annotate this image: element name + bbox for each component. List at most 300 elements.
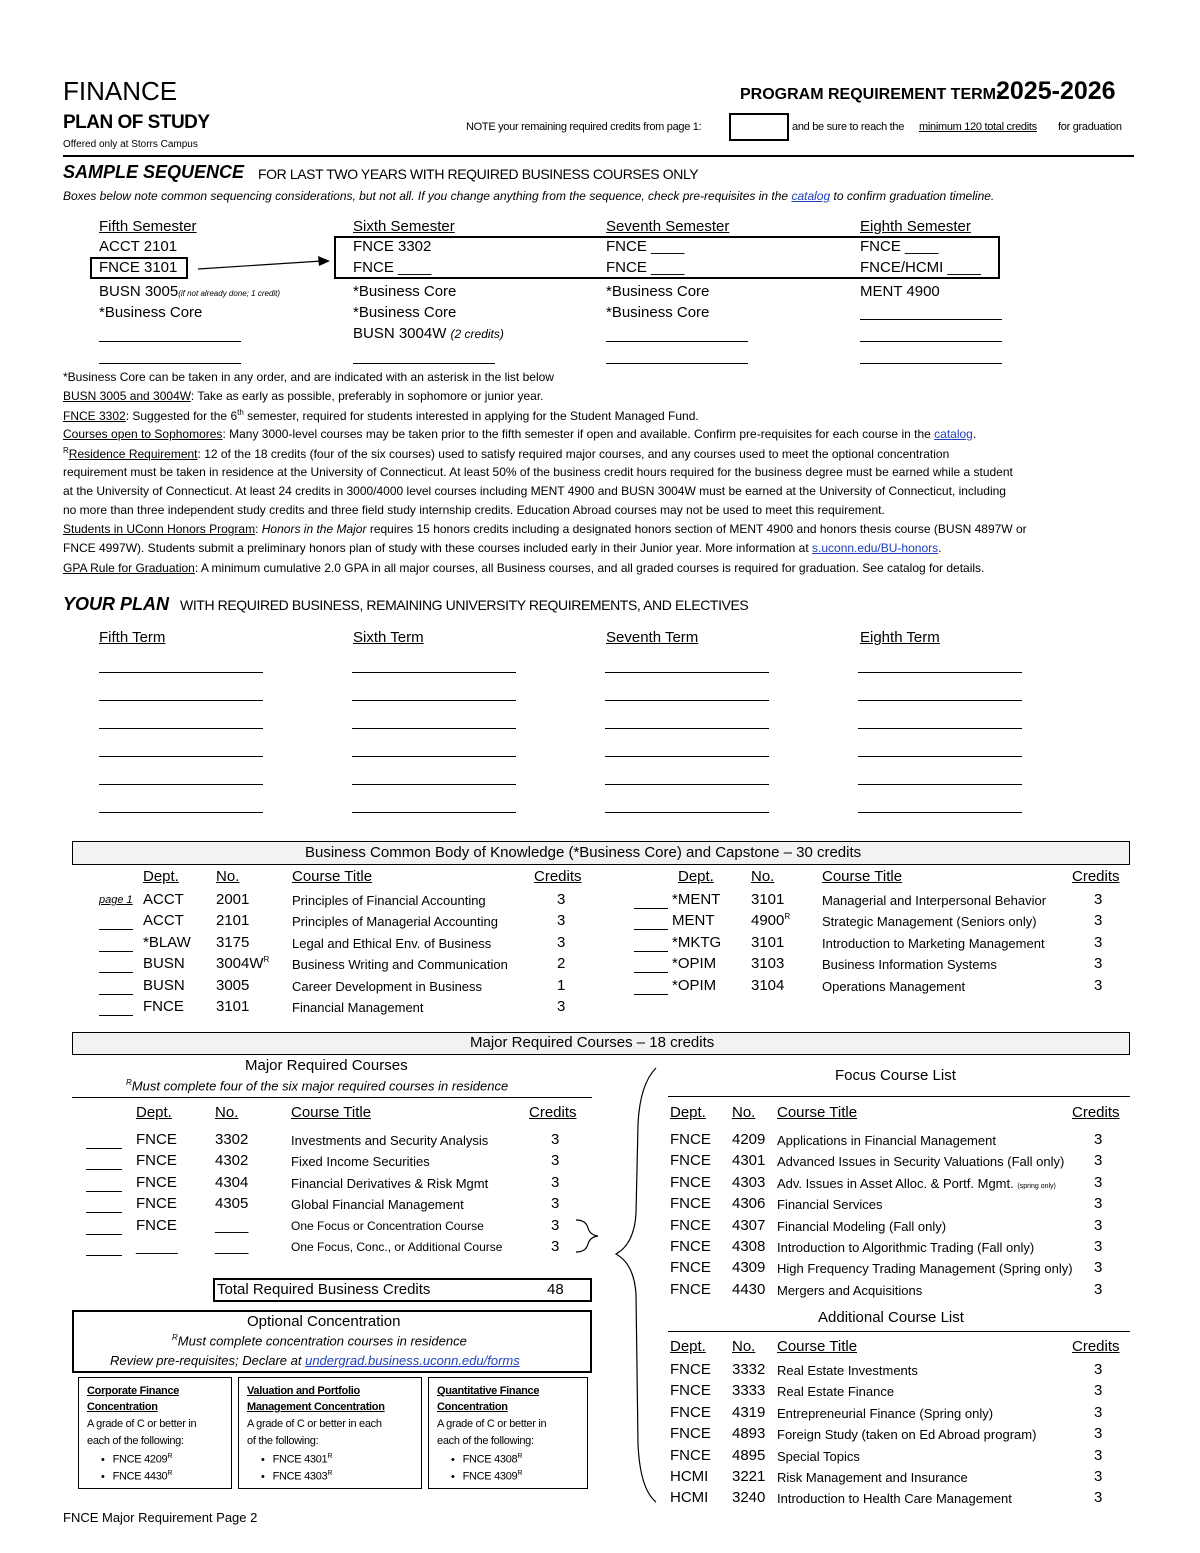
additional-no: 3332	[732, 1361, 766, 1378]
core-right-no-value: 3101	[751, 933, 785, 951]
focus-no: 4209	[732, 1131, 766, 1148]
sem5-blank-1[interactable]	[99, 341, 241, 342]
additional-title	[777, 1384, 894, 1399]
plan-term-7-line-4[interactable]	[605, 756, 769, 757]
additional-dept: FNCE	[670, 1403, 711, 1421]
plan-term-8-line-6[interactable]	[858, 812, 1022, 813]
plan-term-5-line-3[interactable]	[99, 728, 263, 729]
focus-no: 4308	[732, 1238, 766, 1255]
sem6-course-2: FNCE ____	[353, 259, 432, 276]
core-right-no	[751, 977, 784, 994]
sample-intro-a: Boxes below note common sequencing considerations, but not all. If you change anything from the sequence, check pre-requisites in the	[63, 189, 789, 203]
focus-title-text: Applications in Financial Management	[777, 1133, 996, 1148]
core-left-dept: ACCT	[143, 891, 184, 908]
core-left-check-3[interactable]	[99, 972, 133, 973]
plan-term-5-line-2[interactable]	[99, 700, 263, 701]
sample-intro-b: to confirm graduation timeline.	[833, 189, 995, 203]
semester-8-heading: Eighth Semester	[860, 218, 971, 235]
bullet-icon: •	[101, 1470, 105, 1483]
sample-sequence-heading: SAMPLE SEQUENCE	[63, 162, 245, 182]
core-left-dept: ACCT	[143, 912, 184, 930]
note-gpa-label: GPA Rule for Graduation	[63, 561, 195, 575]
concentration-box-1	[78, 1377, 232, 1489]
focus-dept-header: Dept.	[670, 1104, 706, 1121]
core-right-no	[751, 912, 790, 929]
sem8-blank-2[interactable]	[860, 341, 1002, 342]
additional-title	[777, 1449, 860, 1464]
major-no: ____	[215, 1216, 249, 1234]
page1-marker: page 1	[99, 894, 133, 906]
core-right-title: Managerial and Interpersonal Behavior	[822, 893, 1047, 908]
note-honors-italic: Honors in the Major	[261, 522, 367, 536]
focus-title-text: High Frequency Trading Management (Spring only)	[777, 1261, 1073, 1277]
focus-no-header: No.	[732, 1104, 756, 1121]
plan-term-8-line-4[interactable]	[858, 756, 1022, 757]
core-right-no-value: 4900	[751, 912, 785, 930]
plan-term-5-line-4[interactable]	[99, 756, 263, 757]
core-right-credits: 3	[1094, 933, 1103, 951]
additional-dept: HCMI	[670, 1489, 709, 1507]
focus-title	[777, 1197, 883, 1212]
core-right-title: Strategic Management (Seniors only)	[822, 914, 1037, 930]
major-title: Fixed Income Securities	[291, 1154, 430, 1170]
note-sophomores: Courses open to Sophomores: Many 3000-level courses may be taken prior to the fifth semester if open and available. Confirm pre-requisites for each course in the catalog.	[63, 427, 977, 441]
additional-title-text: Entrepreneurial Finance (Spring only)	[777, 1405, 994, 1421]
sem7-blank-1[interactable]	[606, 341, 748, 342]
sample-intro	[63, 189, 994, 203]
concentration-course-code: FNCE 4309	[462, 1470, 518, 1483]
focus-no: 4306	[732, 1195, 766, 1213]
plan-term-6-line-2[interactable]	[352, 700, 516, 701]
note-honors-text-a: :	[255, 522, 262, 536]
concentration-text-l1: A grade of C or better in each	[247, 1418, 382, 1430]
major-dept: _____	[136, 1238, 178, 1255]
sem8-blank-3[interactable]	[860, 363, 1002, 364]
major-sub-note-text: Must complete four of the six major required courses in residence	[131, 1078, 509, 1094]
major-title: Global Financial Management	[291, 1197, 464, 1213]
core-left-title-header: Course Title	[292, 868, 373, 885]
major-no: 4304	[215, 1173, 249, 1191]
note-busn-text: : Take as early as possible, preferably in sophomore or junior year.	[190, 389, 544, 403]
sem5-course-3	[99, 283, 280, 300]
core-left-no-value: 3101	[216, 998, 250, 1015]
note-fnce3302-text-b: semester, required for students interested in applying for the Student Managed Fund.	[243, 409, 699, 423]
note-business-core: *Business Core can be taken in any order, and are indicated with an asterisk in the list below	[63, 370, 554, 384]
note-sophomores-label: Courses open to Sophomores	[63, 427, 223, 441]
concentration-course	[451, 1453, 522, 1466]
additional-title	[777, 1491, 1012, 1506]
additional-dept-header: Dept.	[670, 1338, 706, 1355]
focus-dept: FNCE	[670, 1216, 711, 1234]
core-left-no-value: 3005	[216, 976, 250, 994]
core-left-title: Legal and Ethical Env. of Business	[292, 935, 492, 951]
core-left-dept: *BLAW	[143, 933, 191, 951]
core-right-dept: *MENT	[672, 891, 721, 908]
concentration-name-l1: Valuation and Portfolio	[247, 1385, 360, 1397]
concentration-course	[261, 1453, 332, 1466]
additional-no: 4893	[732, 1425, 766, 1443]
core-banner-text: Business Common Body of Knowledge (*Business Core) and Capstone – 30 credits	[305, 844, 862, 861]
plan-term-7-line-5[interactable]	[605, 784, 769, 785]
additional-title-text: Real Estate Finance	[777, 1384, 895, 1400]
core-right-title-header: Course Title	[822, 868, 903, 885]
focus-dept: FNCE	[670, 1195, 711, 1213]
core-right-no-value: 3101	[751, 891, 785, 908]
plan-term-6-line-1[interactable]	[352, 672, 516, 673]
program-term-label: PROGRAM REQUIREMENT TERM:	[740, 86, 1002, 103]
note-fnce3302-text-a: : Suggested for the 6	[125, 409, 238, 423]
additional-credits-header: Credits	[1072, 1338, 1120, 1355]
declare-link[interactable]: undergrad.business.uconn.edu/forms	[305, 1353, 520, 1368]
additional-dept: FNCE	[670, 1446, 711, 1464]
sem5-course-3-note: (if not already done; 1 credit)	[178, 289, 281, 298]
plan-term-8-line-5[interactable]	[858, 784, 1022, 785]
core-right-dept-header: Dept.	[678, 868, 714, 885]
optional-note-text: Must complete concentration courses in residence	[177, 1333, 467, 1349]
major-check-4[interactable]	[86, 1234, 122, 1235]
focus-title-text: Adv. Issues in Asset Alloc. & Portf. Mgmt.	[777, 1175, 1014, 1191]
core-left-credits: 1	[557, 976, 566, 994]
additional-credits: 3	[1094, 1468, 1103, 1485]
concentration-box-2	[238, 1377, 422, 1489]
core-left-credits: 3	[557, 912, 566, 930]
concentration-text-l2: each of the following:	[87, 1435, 184, 1447]
concentration-name-l2: Concentration	[87, 1401, 158, 1413]
note-residence-label: Residence Requirement	[68, 447, 198, 461]
focus-no: 4303	[732, 1173, 766, 1191]
concentration-name-l1: Quantitative Finance	[437, 1385, 540, 1397]
core-right-credits: 3	[1094, 891, 1103, 908]
major-no: 4305	[215, 1195, 249, 1213]
focus-dept: FNCE	[670, 1259, 711, 1277]
additional-credits: 3	[1094, 1446, 1103, 1464]
focus-credits-header: Credits	[1072, 1104, 1120, 1121]
plan-term-7-line-6[interactable]	[605, 812, 769, 813]
note-busn	[63, 389, 544, 403]
optional-declare	[110, 1353, 520, 1368]
sem8-course-2: FNCE/HCMI ____	[860, 259, 981, 276]
major-dept: FNCE	[136, 1195, 177, 1213]
note-fnce3302	[63, 408, 699, 423]
sem6-course-4: *Business Core	[353, 304, 457, 321]
additional-no-header: No.	[732, 1338, 756, 1355]
major-check-1[interactable]	[86, 1169, 122, 1170]
note-suffix-b: for graduation	[1058, 121, 1122, 133]
core-right-dept: MENT	[672, 912, 715, 930]
core-left-no	[216, 934, 249, 951]
residence-marker: R	[517, 1453, 523, 1460]
catalog-link-2[interactable]: catalog	[934, 427, 973, 441]
core-right-title: Operations Management	[822, 978, 966, 994]
bullet-icon: •	[101, 1453, 105, 1466]
residence-marker: R	[327, 1453, 333, 1460]
additional-dept: FNCE	[670, 1425, 711, 1443]
catalog-link[interactable]: catalog	[791, 189, 831, 203]
sem8-course-3: MENT 4900	[860, 283, 940, 300]
focus-credits: 3	[1094, 1173, 1103, 1191]
concentration-text-l1: A grade of C or better in	[87, 1418, 197, 1430]
core-right-check-3[interactable]	[634, 972, 668, 973]
focus-credits: 3	[1094, 1238, 1103, 1255]
core-left-check-1[interactable]	[99, 929, 133, 930]
core-left-credits: 3	[557, 998, 566, 1015]
core-left-no-header: No.	[216, 868, 240, 885]
sem7-course-3: *Business Core	[606, 283, 710, 300]
focus-credits: 3	[1094, 1152, 1103, 1170]
major-credits: 3	[551, 1195, 560, 1213]
core-left-no	[216, 977, 249, 994]
term-6-heading: Sixth Term	[353, 629, 424, 646]
plan-term-6-line-5[interactable]	[352, 784, 516, 785]
core-left-no-value: 2001	[216, 891, 250, 908]
major-credits-header: Credits	[529, 1104, 577, 1121]
additional-credits: 3	[1094, 1425, 1103, 1443]
sem6-course-5	[353, 325, 504, 342]
plan-term-5-line-5[interactable]	[99, 784, 263, 785]
note-suffix-a: and be sure to reach the	[792, 121, 905, 133]
core-right-credits-header: Credits	[1072, 868, 1120, 885]
focus-title-text: Financial Services	[777, 1197, 883, 1213]
core-right-no-value: 3103	[751, 955, 785, 973]
core-right-no	[751, 934, 784, 951]
page-title: FINANCE	[63, 76, 178, 106]
core-left-no	[216, 955, 269, 972]
focus-credits: 3	[1094, 1259, 1103, 1277]
concentration-course	[451, 1470, 522, 1483]
note-residence-text: : 12 of the 18 credits (four of the six courses) used to satisfy required major courses, and any courses used to meet the optional concentration	[197, 447, 950, 461]
residence-marker: R	[327, 1470, 333, 1477]
focus-title-note: (spring only)	[1017, 1182, 1056, 1190]
sem7-course-1: FNCE ____	[606, 238, 685, 255]
semester-7-heading: Seventh Semester	[606, 218, 730, 235]
additional-credits: 3	[1094, 1361, 1103, 1378]
core-left-dept-header: Dept.	[143, 868, 179, 885]
focus-title-text: Advanced Issues in Security Valuations (Fall only)	[777, 1154, 1065, 1170]
concentration-text-l2: each of the following:	[437, 1435, 534, 1447]
sample-sequence-subheading: FOR LAST TWO YEARS WITH REQUIRED BUSINESS COURSES ONLY	[258, 166, 699, 182]
note-honors-l2: FNCE 4997W). Students submit a preliminary honors plan of study with these courses included early in their Junior year. More information at s.uconn.edu/BU-honors.	[63, 541, 942, 555]
core-left-check-5[interactable]	[99, 1015, 133, 1016]
additional-title-header: Course Title	[777, 1338, 858, 1355]
total-credits-label: Total Required Business Credits	[217, 1281, 431, 1298]
core-left-check-2[interactable]	[99, 951, 133, 952]
core-left-credits: 3	[557, 891, 566, 908]
term-8-heading: Eighth Term	[860, 629, 940, 646]
additional-no: 4895	[732, 1446, 766, 1464]
residence-marker: R	[167, 1470, 173, 1477]
concentration-box-3	[428, 1377, 588, 1489]
core-right-credits: 3	[1094, 976, 1103, 994]
bullet-icon: •	[261, 1470, 265, 1483]
major-title: One Focus or Concentration Course	[291, 1218, 484, 1233]
concentration-course	[101, 1470, 172, 1483]
remaining-credits-input[interactable]	[729, 113, 789, 141]
note-honors	[63, 522, 1027, 536]
core-right-title: Business Information Systems	[822, 957, 997, 973]
core-left-credits: 2	[557, 955, 566, 973]
core-right-no	[751, 891, 784, 908]
note-min-credits: minimum 120 total credits	[919, 121, 1037, 133]
concentration-course-code: FNCE 4301	[272, 1453, 328, 1466]
note-fnce3302-label: FNCE 3302	[63, 409, 126, 423]
major-check-5[interactable]	[86, 1255, 122, 1256]
major-check-3[interactable]	[86, 1212, 122, 1213]
focus-title	[777, 1154, 1064, 1169]
focus-dept: FNCE	[670, 1173, 711, 1191]
focus-title	[777, 1176, 1056, 1191]
additional-credits: 3	[1094, 1382, 1103, 1400]
note-honors-text-b: requires 15 honors credits including a designated honors section of MENT 4900 and honors thesis course (BUSN 4897W or	[366, 522, 1027, 536]
additional-no: 4319	[732, 1403, 766, 1421]
focus-list-divider	[668, 1096, 1130, 1097]
sem5-course-3-label: BUSN 3005	[99, 283, 179, 300]
semester-5-heading: Fifth Semester	[99, 218, 197, 235]
major-title: Investments and Security Analysis	[291, 1133, 489, 1148]
focus-title	[777, 1133, 996, 1148]
core-left-no-value: 3175	[216, 933, 250, 951]
additional-title-text: Risk Management and Insurance	[777, 1470, 968, 1485]
plan-term-7-line-3[interactable]	[605, 728, 769, 729]
major-check-0[interactable]	[86, 1148, 122, 1149]
focus-dept: FNCE	[670, 1280, 711, 1298]
focus-title-text: Mergers and Acquisitions	[777, 1282, 923, 1298]
major-credits: 3	[551, 1216, 560, 1234]
focus-bracket-large	[606, 1064, 662, 1506]
plan-of-study-label: PLAN OF STUDY	[63, 112, 210, 133]
plan-term-7-line-1[interactable]	[605, 672, 769, 673]
sem6-course-5-label: BUSN 3004W	[353, 325, 447, 342]
concentration-course-code: FNCE 4308	[462, 1453, 518, 1466]
core-right-no-header: No.	[751, 868, 775, 885]
note-sophomores-text: : Many 3000-level courses may be taken prior to the fifth semester if open and available. Confirm pre-requisites for each course in the	[222, 427, 931, 441]
note-honors-l2-text: FNCE 4997W). Students submit a preliminary honors plan of study with these courses included early in their Junior year. More information at	[63, 541, 809, 555]
focus-no: 4307	[732, 1216, 766, 1234]
core-left-check-4[interactable]	[99, 994, 133, 995]
additional-no: 3240	[732, 1489, 766, 1507]
major-no: 4302	[215, 1152, 249, 1170]
core-left-no	[216, 998, 249, 1015]
additional-list-divider	[668, 1331, 1130, 1332]
sem5-course-4: *Business Core	[99, 304, 203, 321]
core-right-check-1[interactable]	[634, 929, 668, 930]
major-no: ____	[215, 1238, 249, 1255]
sem5-course-2: FNCE 3101	[99, 259, 178, 276]
bullet-icon: •	[261, 1453, 265, 1466]
major-credits: 3	[551, 1131, 560, 1148]
plan-term-6-line-6[interactable]	[352, 812, 516, 813]
core-right-check-0[interactable]	[634, 908, 668, 909]
sequence-arrow	[196, 252, 336, 274]
core-left-no	[216, 891, 249, 908]
core-left-dept: BUSN	[143, 955, 185, 973]
major-title-header: Course Title	[291, 1104, 372, 1121]
core-left-title: Business Writing and Communication	[292, 957, 508, 973]
residence-marker: R	[167, 1453, 173, 1460]
major-dept: FNCE	[136, 1216, 177, 1234]
honors-link[interactable]: s.uconn.edu/BU-honors	[812, 541, 939, 555]
additional-title-text: Special Topics	[777, 1448, 860, 1464]
focus-dept: FNCE	[670, 1238, 711, 1255]
note-gpa-text: : A minimum cumulative 2.0 GPA in all major courses, all Business courses, and all graded courses is required for graduation. See catalog for details.	[194, 561, 985, 575]
remaining-credits-note: NOTE your remaining required credits from page 1:	[466, 121, 702, 133]
focus-title-text: Introduction to Algorithmic Trading (Fall only)	[777, 1240, 1035, 1255]
plan-term-5-line-6[interactable]	[99, 812, 263, 813]
major-credits: 3	[551, 1152, 560, 1170]
focus-dept: FNCE	[670, 1152, 711, 1170]
concentration-course-code: FNCE 4209	[112, 1453, 168, 1466]
concentration-course-code: FNCE 4303	[272, 1470, 328, 1483]
core-left-no-value: 3004W	[216, 955, 264, 973]
note-gpa	[63, 561, 984, 575]
plan-term-6-line-3[interactable]	[352, 728, 516, 729]
plan-term-8-line-3[interactable]	[858, 728, 1022, 729]
core-right-check-2[interactable]	[634, 951, 668, 952]
note-residence-l4: no more than three independent study credits and three field study internship credits. Education Abroad courses may not be used to meet this requirement.	[63, 503, 885, 517]
total-credits-value: 48	[547, 1281, 564, 1298]
focus-no: 4301	[732, 1152, 766, 1170]
offered-campus-note: Offered only at Storrs Campus	[63, 139, 198, 150]
core-left-dept: FNCE	[143, 998, 184, 1015]
additional-no: 3333	[732, 1382, 766, 1400]
plan-term-7-line-2[interactable]	[605, 700, 769, 701]
residence-marker: R	[517, 1470, 523, 1477]
additional-title	[777, 1470, 968, 1485]
core-right-dept: *MKTG	[672, 933, 722, 951]
major-check-2[interactable]	[86, 1191, 122, 1192]
core-right-dept: *OPIM	[672, 976, 717, 994]
focus-title	[777, 1219, 946, 1234]
additional-credits: 3	[1094, 1403, 1103, 1421]
major-title: One Focus, Conc., or Additional Course	[291, 1240, 503, 1254]
core-right-no-value: 3104	[751, 976, 785, 994]
note-busn-label: BUSN 3005 and 3004W	[63, 389, 191, 403]
focus-credits: 3	[1094, 1131, 1103, 1148]
note-fnce3302-sup: th	[237, 408, 244, 417]
term-7-heading: Seventh Term	[606, 629, 699, 646]
concentration-name-l2: Concentration	[437, 1401, 508, 1413]
core-right-title: Introduction to Marketing Management	[822, 935, 1045, 951]
sem6-blank-1[interactable]	[353, 363, 495, 364]
focus-no: 4430	[732, 1280, 766, 1298]
concentration-text-l2: of the following:	[247, 1435, 319, 1447]
focus-title	[777, 1283, 922, 1298]
semester-6-heading: Sixth Semester	[353, 218, 455, 235]
major-dept: FNCE	[136, 1131, 177, 1148]
core-right-check-4[interactable]	[634, 994, 668, 995]
plan-term-6-line-4[interactable]	[352, 756, 516, 757]
sem5-blank-2[interactable]	[99, 363, 241, 364]
additional-no: 3221	[732, 1468, 766, 1485]
focus-dept: FNCE	[670, 1131, 711, 1148]
core-left-no-value: 2101	[216, 912, 250, 930]
sem7-blank-2[interactable]	[606, 363, 748, 364]
plan-term-8-line-1[interactable]	[858, 672, 1022, 673]
bullet-icon: •	[451, 1470, 455, 1483]
additional-dept: FNCE	[670, 1361, 711, 1378]
residence-marker: R	[784, 912, 791, 922]
plan-term-5-line-1[interactable]	[99, 672, 263, 673]
concentration-course	[261, 1470, 332, 1483]
sem8-blank-1[interactable]	[860, 319, 1002, 320]
major-sub-divider	[72, 1097, 592, 1098]
core-right-no	[751, 955, 784, 972]
focus-bracket-small	[572, 1216, 602, 1256]
your-plan-subheading: WITH REQUIRED BUSINESS, REMAINING UNIVERSITY REQUIREMENTS, AND ELECTIVES	[180, 597, 749, 613]
major-credits: 3	[551, 1173, 560, 1191]
plan-term-8-line-2[interactable]	[858, 700, 1022, 701]
additional-list-title: Additional Course List	[818, 1309, 964, 1326]
core-left-no	[216, 912, 249, 929]
